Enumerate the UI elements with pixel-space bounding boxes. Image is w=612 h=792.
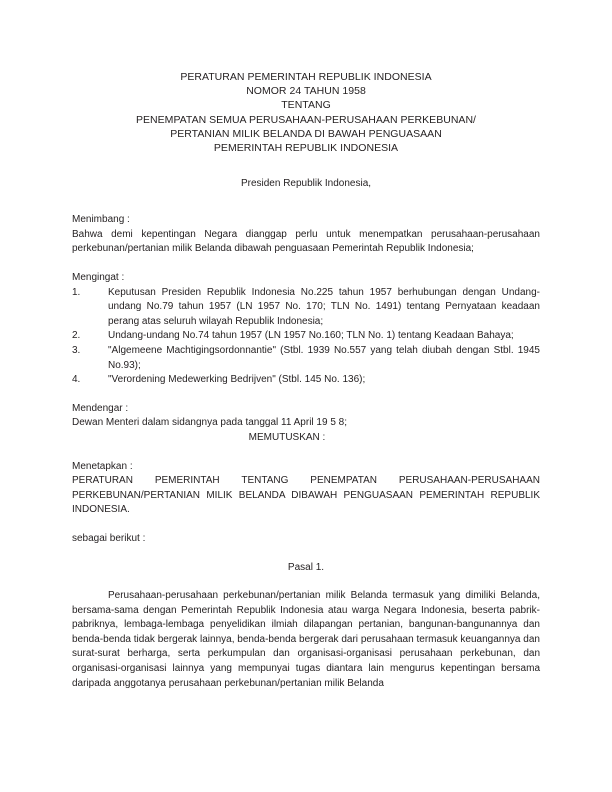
spacer bbox=[72, 575, 540, 589]
title-line-2: NOMOR 24 TAHUN 1958 bbox=[246, 85, 366, 98]
list-item bbox=[72, 373, 540, 388]
list-item-number: 2. bbox=[72, 330, 81, 342]
spacer bbox=[72, 518, 540, 532]
list-item-number: 3. bbox=[72, 344, 81, 356]
spacer bbox=[72, 446, 540, 460]
spacer bbox=[72, 191, 540, 213]
pasal-body: Perusahaan-perusahaan perkebunan/pertanian milik Belanda termasuk yang dimiliki Belanda, bersama-sama dengan Pemerintah Republik Indonesia atau warga Negara Indonesia, beserta pabrik-pabriknya, lembaga-lembaga penyelidikan ilmiah dilapangan pertanian, bangunan-bangunannya dan benda-benda tidak bergerak lainnya, benda-benda bergerak dari perusahaan termasuk keuangannya dan surat-surat berharga, serta perkumpulan dan organisasi-organisasi perusahaan perkebunan, dan organisasi-organisasi lainnya yang mempunyai tugas diantara lain mengurus kepentingan bersama daripada anggotanya perusahaan perkebunan/pertanian milik Belanda bbox=[72, 590, 540, 689]
memutuskan-label: MEMUTUSKAN : bbox=[248, 431, 326, 443]
list-item-number: 1. bbox=[72, 286, 81, 298]
title-line-4: PENEMPATAN SEMUA PERUSAHAAN-PERUSAHAAN PERKEBUNAN/ bbox=[136, 113, 476, 126]
title-line-1: PERATURAN PEMERINTAH REPUBLIK INDONESIA bbox=[180, 71, 432, 83]
menetapkan-text: PERATURAN PEMERINTAH TENTANG PENEMPATAN PERUSAHAAN-PERUSAHAAN PERKEBUNAN/PERTANIAN MILIK BELANDA DIBAWAH PENGUASAAN PEMERINTAH REPUBLIK INDONESIA. bbox=[72, 475, 540, 516]
mendengar-text: Dewan Menteri dalam sidangnya pada tanggal 11 April 19 5 8; bbox=[72, 417, 347, 429]
list-item bbox=[72, 329, 540, 344]
spacer bbox=[72, 257, 540, 271]
spacer bbox=[72, 547, 540, 561]
document-content bbox=[72, 70, 540, 691]
list-item-text: "Verordening Medewerking Bedrijven" (Stbl. 145 No. 136); bbox=[108, 374, 366, 386]
pasal-heading: Pasal 1. bbox=[287, 561, 325, 573]
title-line-6: PEMERINTAH REPUBLIK INDONESIA bbox=[213, 142, 399, 155]
mengingat-list bbox=[72, 286, 540, 388]
list-item bbox=[72, 286, 540, 330]
sebagai-berikut-line: sebagai berikut : bbox=[72, 532, 146, 544]
title-line-3: TENTANG bbox=[281, 99, 331, 112]
list-item-text: "Algemeene Machtigingsordonnantie" (Stbl. 1939 No.557 yang telah diubah dengan Stbl. 1945 No.93); bbox=[108, 344, 540, 371]
mengingat-label: Mengingat : bbox=[72, 272, 125, 283]
spacer bbox=[72, 388, 540, 402]
document-title-block bbox=[72, 70, 540, 155]
list-item-text: Undang-undang No.74 tahun 1957 (LN 1957 No.160; TLN No. 1) tentang Keadaan Bahaya; bbox=[108, 330, 514, 342]
list-item bbox=[72, 344, 540, 373]
title-line-5: PERTANIAN MILIK BELANDA DI BAWAH PENGUASAAN bbox=[170, 127, 442, 140]
authority-line: Presiden Republik Indonesia, bbox=[240, 178, 372, 190]
menetapkan-label: Menetapkan : bbox=[72, 460, 133, 472]
mendengar-label: Mendengar : bbox=[72, 402, 129, 414]
menimbang-text: Bahwa demi kepentingan Negara dianggap perlu untuk menempatkan perusahaan-perusahaan perkebunan/pertanian milik Belanda dibawah penguasaan Pemerintah Republik Indonesia; bbox=[72, 228, 540, 255]
menimbang-label: Menimbang : bbox=[72, 214, 130, 226]
spacer bbox=[72, 155, 540, 177]
list-item-text: Keputusan Presiden Republik Indonesia No.225 tahun 1957 berhubungan dengan Undang-undang No.79 tahun 1957 (LN 1957 No. 170; TLN No. 1491) tentang Pernyataan keadaan perang atas seluruh wilayah Republik Indonesia; bbox=[108, 286, 540, 327]
list-item-number: 4. bbox=[72, 374, 81, 386]
